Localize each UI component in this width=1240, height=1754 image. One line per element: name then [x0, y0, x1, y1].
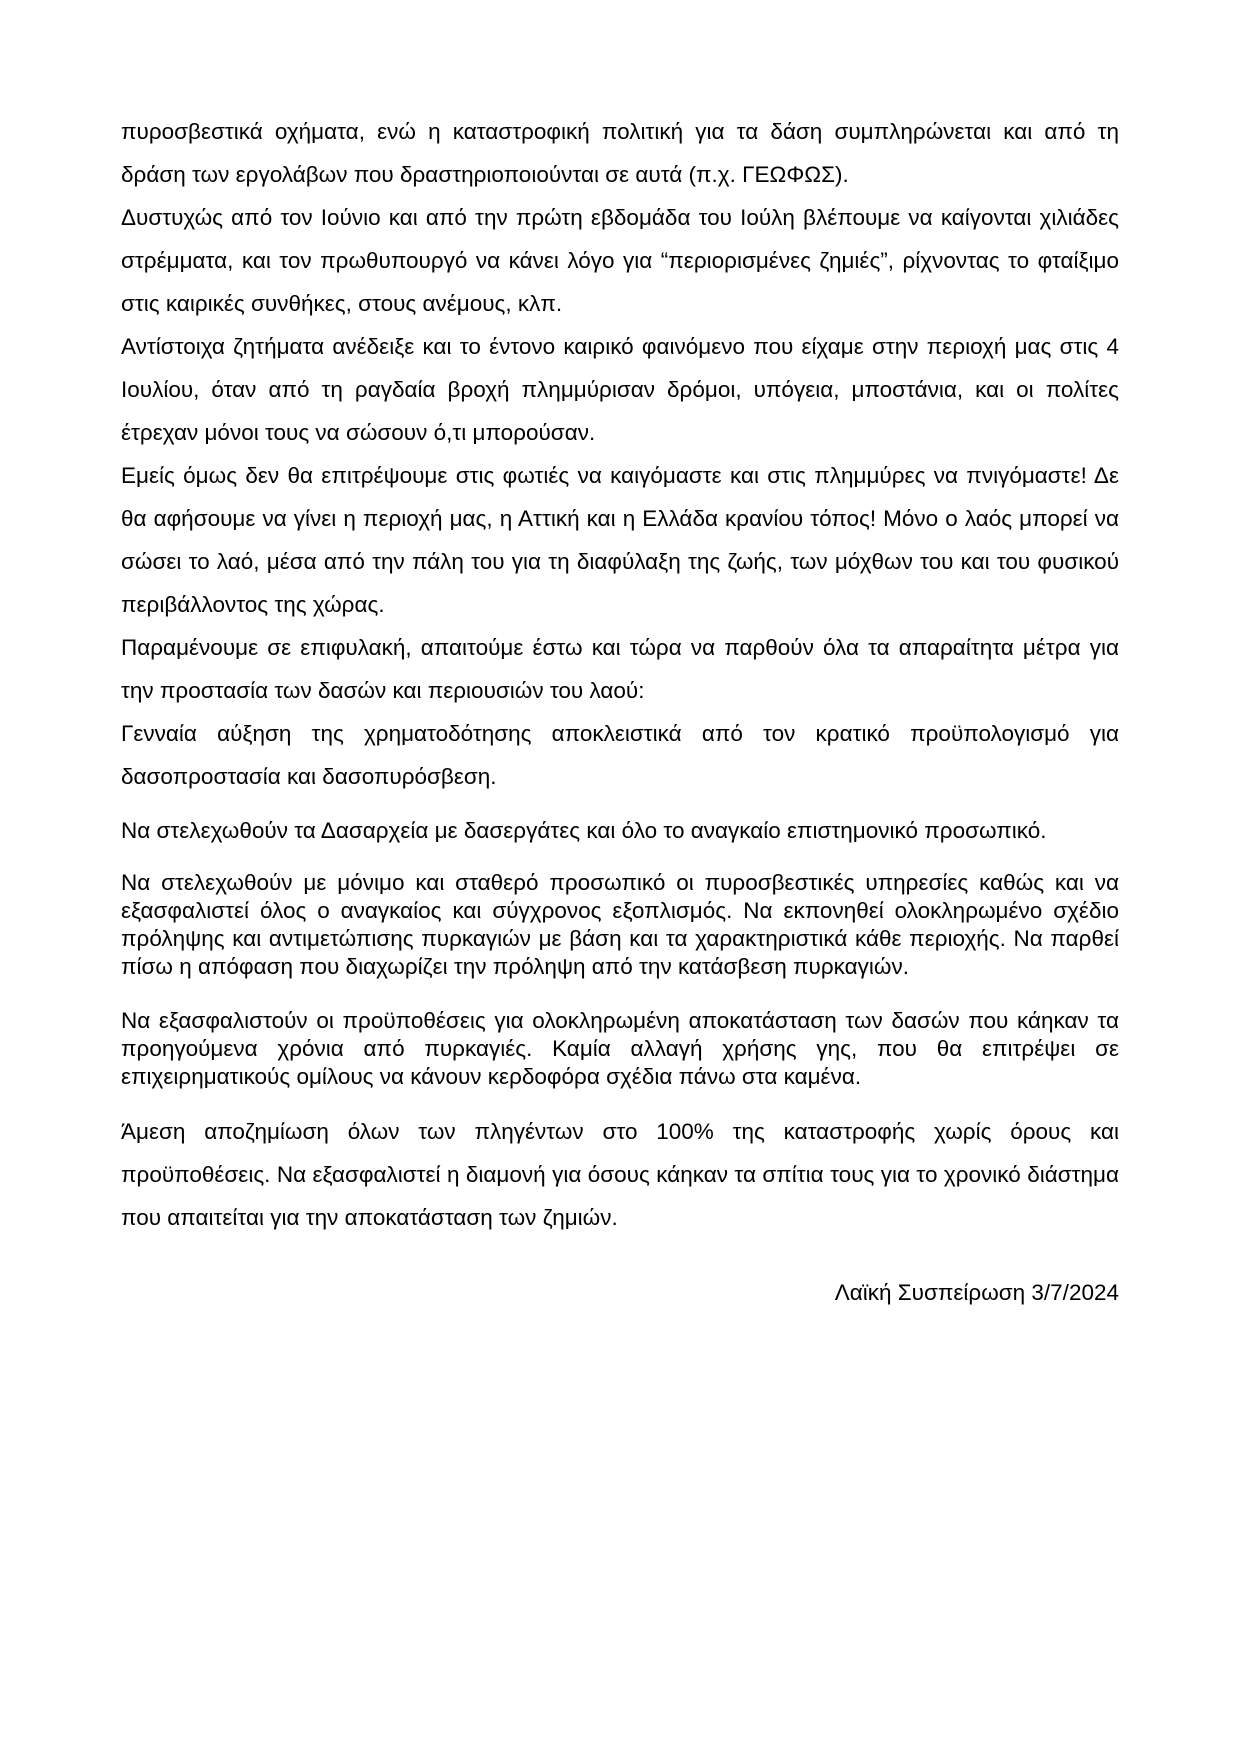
- paragraph-floods: Αντίστοιχα ζητήματα ανέδειξε και το έντονο καιρικό φαινόμενο που είχαμε στην περιοχή μας στις 4 Ιουλίου, όταν από τη ραγδαία βροχή πλημμύρισαν δρόμοι, υπόγεια, μποστάνια, και οι πολίτες έτρεχαν μόνοι τους να σώσουν ό,τι μπορούσαν.: [121, 334, 1119, 445]
- paragraph-compensation-demand: Άμεση αποζημίωση όλων των πληγέντων στο 100% της καταστροφής χωρίς όρους και προϋποθέσεις. Να εξασφαλιστεί η διαμονή για όσους κάηκαν τα σπίτια τους για το χρονικό διάστημα που απαιτείται για την αποκατάσταση των ζημιών.: [121, 1119, 1119, 1230]
- paragraph-forestry-staff-demand: Να στελεχωθούν τα Δασαρχεία με δασεργάτες και όλο το αναγκαίο επιστημονικό προσωπικό.: [121, 818, 1047, 843]
- document-body: [121, 110, 1119, 1330]
- paragraph-we-will-not-allow: Εμείς όμως δεν θα επιτρέψουμε στις φωτιές να καιγόμαστε και στις πλημμύρες να πνιγόμαστε! Δε θα αφήσουμε να γίνει η περιοχή μας, η Αττική και η Ελλάδα κρανίου τόπος! Μόνο ο λαός μπορεί να σώσει το λαό, μέσα από την πάλη του για τη διαφύλαξη της ζωής, των μόχθων του και του φυσικού περιβάλλοντος της χώρας.: [121, 463, 1119, 617]
- paragraph-fire-service-demand: Να στελεχωθούν με μόνιμο και σταθερό προσωπικό οι πυροσβεστικές υπηρεσίες καθώς και να εξασφαλιστεί όλος ο αναγκαίος και σύγχρονος εξοπλισμός. Να εκπονηθεί ολοκληρωμένο σχέδιο πρόληψης και αντιμετώπισης πυρκαγιών με βάση και τα χαρακτηριστικά κάθε περιοχής. Να παρθεί πίσω η απόφαση που διαχωρίζει την πρόληψη από την κατάσβεση πυρκαγιών.: [121, 870, 1119, 979]
- paragraph-restoration-demand: Να εξασφαλιστούν οι προϋποθέσεις για ολοκληρωμένη αποκατάσταση των δασών που κάηκαν τα προηγούμενα χρόνια από πυρκαγιές. Καμία αλλαγή χρήσης γης, που θα επιτρέψει σε επιχειρηματικούς ομίλους να κάνουν κερδοφόρα σχέδια πάνω στα καμένα.: [121, 1008, 1119, 1089]
- signature-line: Λαϊκή Συσπείρωση 3/7/2024: [834, 1280, 1119, 1305]
- paragraph-fire-vehicles: πυροσβεστικά οχήματα, ενώ η καταστροφική πολιτική για τα δάση συμπληρώνεται και από τη δράση των εργολάβων που δραστηριοποιούνται σε αυτά (π.χ. ΓΕΩΦΩΣ).: [121, 119, 1119, 187]
- paragraph-burned-acres: Δυστυχώς από τον Ιούνιο και από την πρώτη εβδομάδα του Ιούλη βλέπουμε να καίγονται χιλιάδες στρέμματα, και τον πρωθυπουργό να κάνει λόγο για “περιορισμένες ζημιές”, ρίχνοντας το φταίξιμο στις καιρικές συνθήκες, στους ανέμους, κλπ.: [121, 205, 1119, 316]
- paragraph-funding-demand: Γενναία αύξηση της χρηματοδότησης αποκλειστικά από τον κρατικό προϋπολογισμό για δασοπροστασία και δασοπυρόσβεση.: [121, 721, 1119, 789]
- paragraph-demands-intro: Παραμένουμε σε επιφυλακή, απαιτούμε έστω και τώρα να παρθούν όλα τα απαραίτητα μέτρα για την προστασία των δασών και περιουσιών του λαού:: [121, 635, 1119, 703]
